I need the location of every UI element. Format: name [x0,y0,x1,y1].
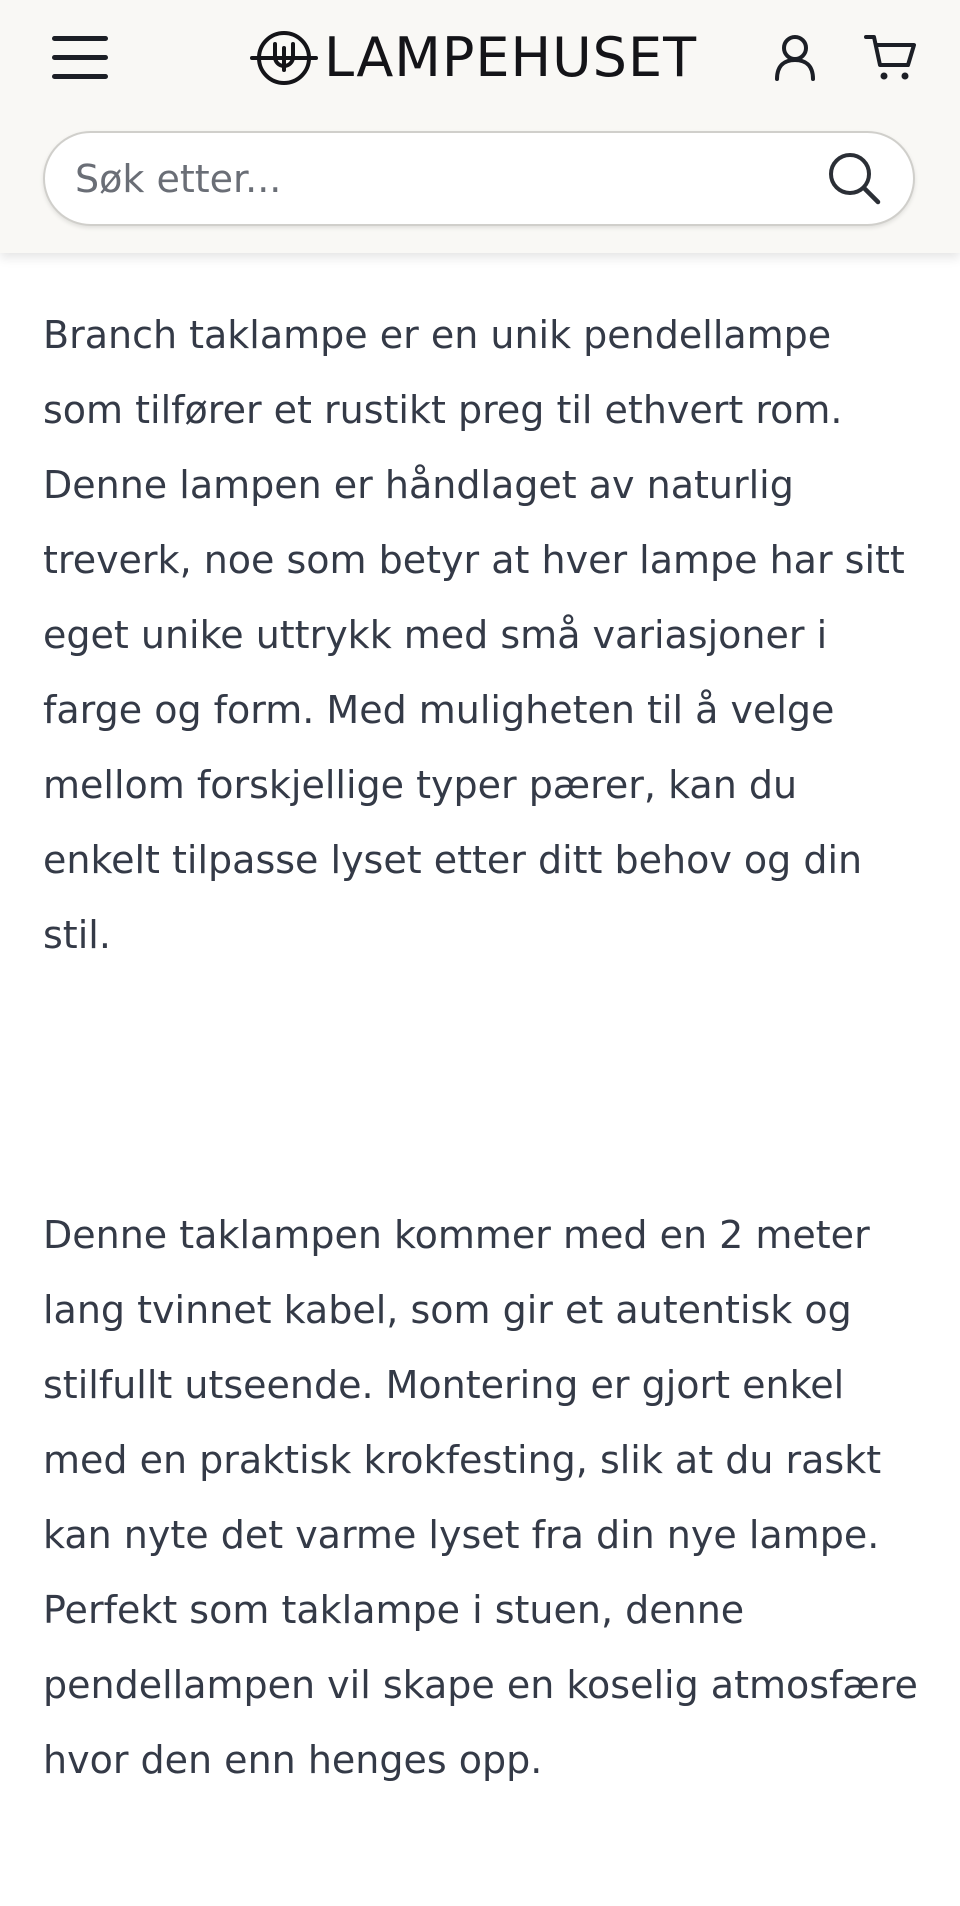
cart-button[interactable] [860,26,922,88]
description-paragraph: Branch taklampe er en unik pendellampe som tilfører et rustikt preg til ethvert rom. Denne lampen er håndlaget av naturlig treverk, noe som betyr at hver lampe har sitt eget unike uttrykk med små variasjoner i farge og form. Med muligheten til å velge mellom forskjellige typer pærer, kan du enkelt tilpasse lyset etter ditt behov og din stil. [43,313,905,957]
lamp-logo-icon [250,24,318,92]
brand-name: LAMPEHUSET [324,26,698,89]
shopping-cart-icon [864,31,918,83]
user-icon [771,32,819,82]
site-header [0,0,960,253]
menu-button[interactable] [44,24,116,90]
search-bar [43,131,915,226]
search-button[interactable] [823,147,885,209]
account-button[interactable] [764,26,826,88]
search-icon [826,150,882,206]
description-paragraph: Denne taklampen kommer med en 2 meter lang tvinnet kabel, som gir et autentisk og stilfullt utseende. Montering er gjort enkel med en praktisk krokfesting, slik at du raskt kan nyte det varme lyset fra din nye lampe. Perfekt som taklampe i stuen, denne pendellampen vil skape en koselig atmosfære hvor den enn henges opp. [43,1213,918,1782]
search-input[interactable] [75,133,815,224]
site-logo[interactable] [250,20,697,96]
product-description [43,298,923,1798]
